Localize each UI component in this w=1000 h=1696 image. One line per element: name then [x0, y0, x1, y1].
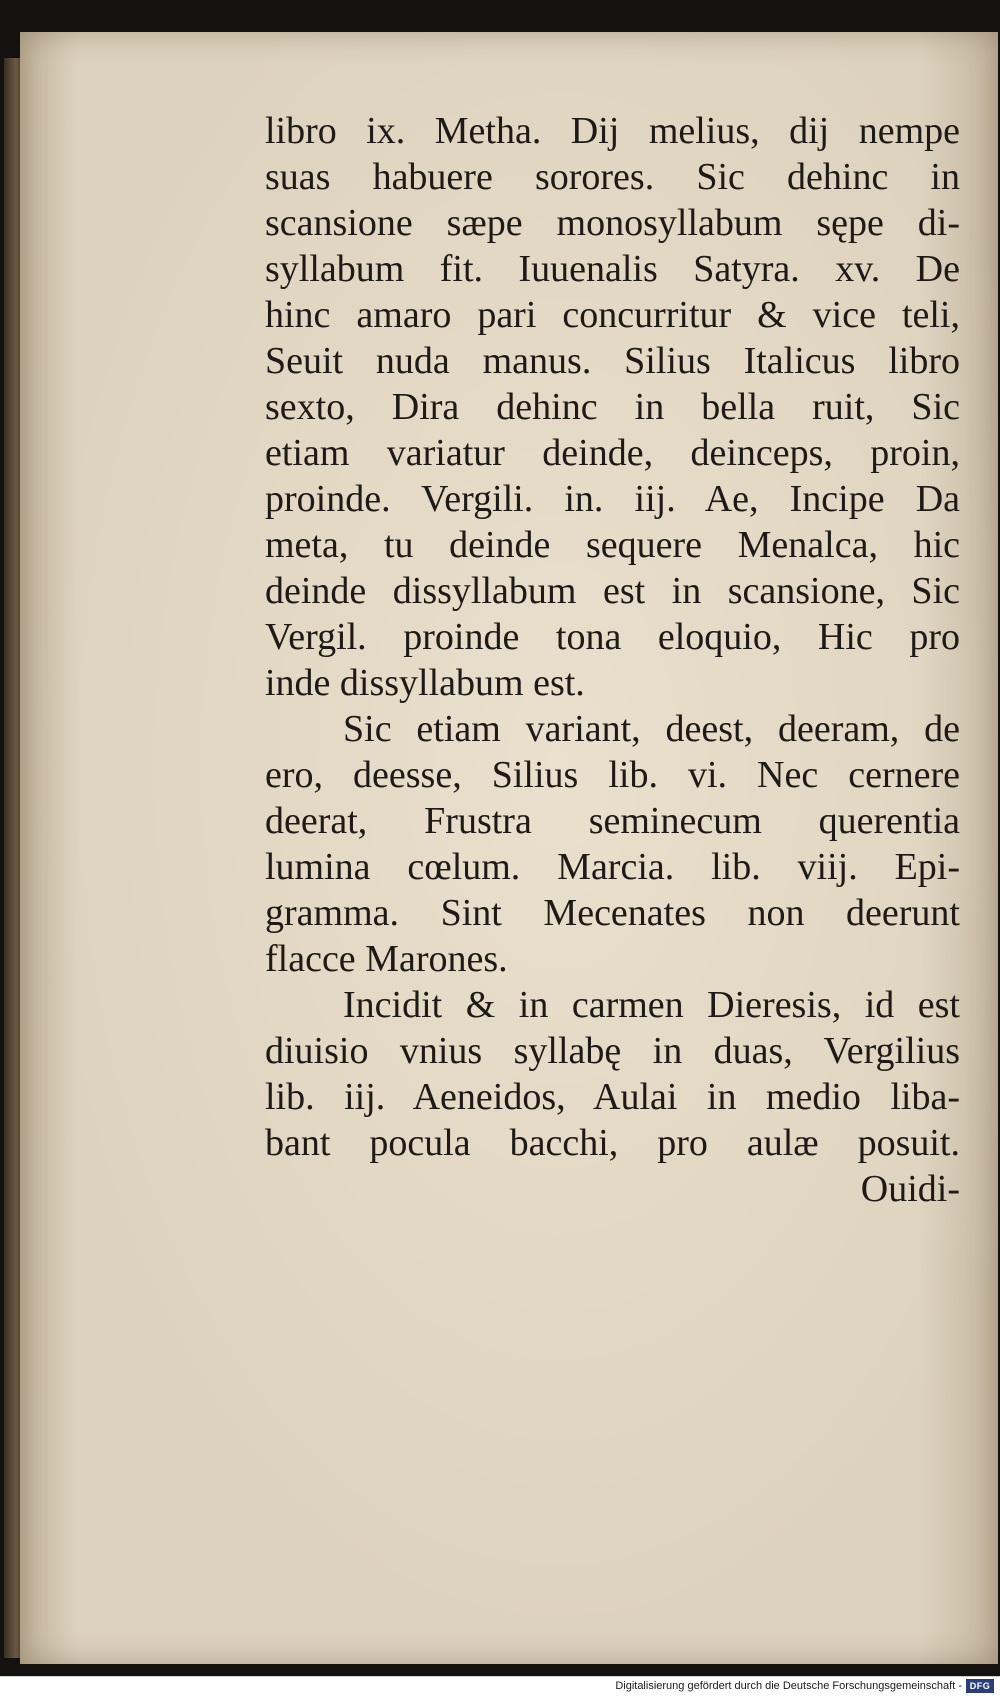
text-line: sexto, Dira dehinc in bella ruit, Sic: [265, 386, 960, 428]
text-line: etiam variatur deinde, deinceps, proin,: [265, 432, 960, 474]
text-line: ero, deesse, Silius lib. vi. Nec cernere: [265, 754, 960, 796]
text-line: meta, tu deinde sequere Menalca, hic: [265, 524, 960, 566]
text-line: gramma. Sint Mecenates non deerunt: [265, 892, 960, 934]
text-line: scansione sæpe monosyllabum sępe di-: [265, 202, 960, 244]
text-line: Seuit nuda manus. Silius Italicus libro: [265, 340, 960, 382]
page-text-block: [265, 108, 960, 1212]
dfg-logo: DFG: [966, 1679, 994, 1693]
text-line: Vergil. proinde tona eloquio, Hic pro: [265, 616, 960, 658]
text-line: lumina cœlum. Marcia. lib. viij. Epi-: [265, 846, 960, 888]
text-line: lib. iij. Aeneidos, Aulai in medio liba-: [265, 1076, 960, 1118]
text-line: diuisio vnius syllabę in duas, Vergilius: [265, 1030, 960, 1072]
text-line: libro ix. Metha. Dij melius, dij nempe: [265, 110, 960, 152]
catchword: Ouidi-: [860, 1168, 960, 1210]
text-line: hinc amaro pari concurritur & vice teli,: [265, 294, 960, 336]
text-line: flacce Marones.: [265, 938, 508, 980]
digitization-credit: Digitalisierung gefördert durch die Deutsche Forschungsgemeinschaft -: [615, 1680, 962, 1692]
text-line: Sic etiam variant, deest, deeram, de: [343, 708, 960, 750]
text-line: Incidit & in carmen Dieresis, id est: [343, 984, 960, 1026]
text-line: deerat, Frustra seminecum querentia: [265, 800, 960, 842]
text-line: bant pocula bacchi, pro aulæ posuit.: [265, 1122, 960, 1164]
text-line: suas habuere sorores. Sic dehinc in: [265, 156, 960, 198]
text-line: proinde. Vergili. in. iij. Ae, Incipe Da: [265, 478, 960, 520]
text-line: inde dissyllabum est.: [265, 662, 585, 704]
text-line: syllabum fit. Iuuenalis Satyra. xv. De: [265, 248, 960, 290]
text-line: deinde dissyllabum est in scansione, Sic: [265, 570, 960, 612]
footer-bar: [0, 1676, 1000, 1696]
